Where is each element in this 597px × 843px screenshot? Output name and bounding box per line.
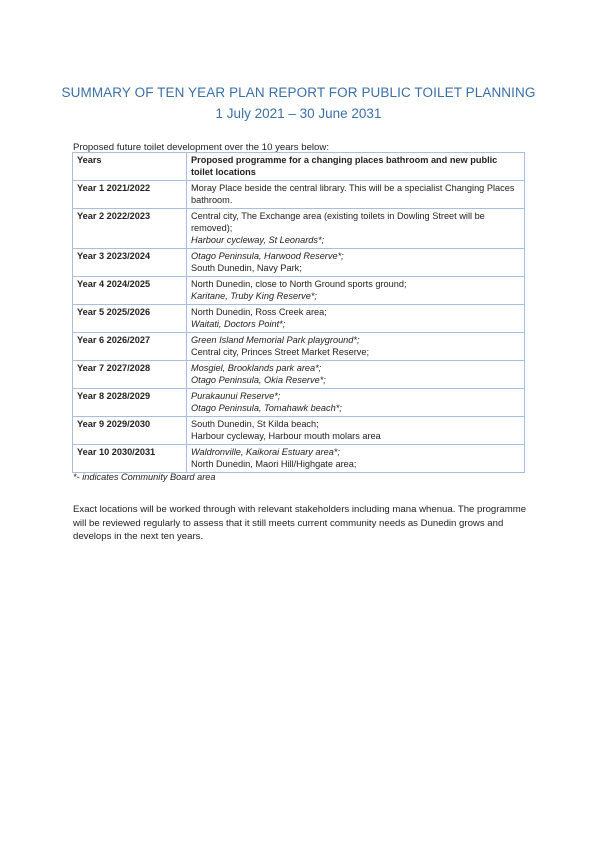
row-year: Year 3 2023/2024 xyxy=(73,249,187,277)
location-line: South Dunedin, Navy Park; xyxy=(191,263,302,273)
row-year: Year 6 2026/2027 xyxy=(73,333,187,361)
row-year: Year 9 2029/2030 xyxy=(73,417,187,445)
location-line: South Dunedin, St Kilda beach; xyxy=(191,419,319,429)
toilet-plan-table xyxy=(72,152,525,473)
row-year: Year 5 2025/2026 xyxy=(73,305,187,333)
row-locations xyxy=(187,361,525,389)
location-line: North Dunedin, Maori Hill/Highgate area; xyxy=(191,459,357,469)
location-line: Moray Place beside the central library. This will be a specialist Changing Places bathroom. xyxy=(191,183,515,205)
row-locations xyxy=(187,305,525,333)
document-title: SUMMARY OF TEN YEAR PLAN REPORT FOR PUBLIC TOILET PLANNING xyxy=(61,85,536,100)
table-row xyxy=(73,305,525,333)
footnote: *- indicates Community Board area xyxy=(73,472,216,482)
row-year: Year 10 2030/2031 xyxy=(73,445,187,473)
table-row xyxy=(73,277,525,305)
location-line: North Dunedin, close to North Ground sports ground; xyxy=(191,279,407,289)
table-row xyxy=(73,445,525,473)
row-year: Year 1 2021/2022 xyxy=(73,181,187,209)
table-row xyxy=(73,417,525,445)
location-line: Green Island Memorial Park playground*; xyxy=(191,335,360,345)
location-line: Otago Peninsula, Okia Reserve*; xyxy=(191,375,326,385)
location-line: Otago Peninsula, Tomahawk beach*; xyxy=(191,403,342,413)
row-locations xyxy=(187,181,525,209)
location-line: Harbour cycleway, St Leonards*; xyxy=(191,235,325,245)
table-row xyxy=(73,333,525,361)
table-row xyxy=(73,249,525,277)
row-year: Year 2 2022/2023 xyxy=(73,209,187,249)
table-row xyxy=(73,181,525,209)
row-locations xyxy=(187,277,525,305)
location-line: Waldronville, Kaikorai Estuary area*; xyxy=(191,447,340,457)
header-years: Years xyxy=(73,153,187,181)
table-body xyxy=(73,181,525,473)
header-programme: Proposed programme for a changing places bathroom and new public toilet locations xyxy=(187,153,525,181)
row-locations xyxy=(187,417,525,445)
table-row xyxy=(73,361,525,389)
row-locations xyxy=(187,333,525,361)
document-date-range: 1 July 2021 – 30 June 2031 xyxy=(215,106,382,121)
row-year: Year 8 2028/2029 xyxy=(73,389,187,417)
location-line: Central city, The Exchange area (existing toilets in Dowling Street will be removed); xyxy=(191,211,485,233)
row-year: Year 4 2024/2025 xyxy=(73,277,187,305)
location-line: Central city, Princes Street Market Reserve; xyxy=(191,347,370,357)
location-line: Otago Peninsula, Harwood Reserve*; xyxy=(191,251,344,261)
closing-paragraph: Exact locations will be worked through with relevant stakeholders including mana whenua. The programme will be reviewed regularly to assess that it still meets current community needs as Dunedin grows and develops in the next ten years. xyxy=(73,504,527,542)
location-line: North Dunedin, Ross Creek area; xyxy=(191,307,327,317)
location-line: Purakaunui Reserve*; xyxy=(191,391,281,401)
location-line: Mosgiel, Brooklands park area*; xyxy=(191,363,322,373)
intro-text: Proposed future toilet development over the 10 years below: xyxy=(73,142,329,153)
row-locations xyxy=(187,389,525,417)
table-row xyxy=(73,389,525,417)
location-line: Waitati, Doctors Point*; xyxy=(191,319,286,329)
table-header-row xyxy=(73,153,525,181)
location-line: Harbour cycleway, Harbour mouth molars area xyxy=(191,431,381,441)
location-line: Karitane, Truby King Reserve*; xyxy=(191,291,317,301)
row-locations xyxy=(187,209,525,249)
row-locations xyxy=(187,249,525,277)
row-locations xyxy=(187,445,525,473)
row-year: Year 7 2027/2028 xyxy=(73,361,187,389)
table-row xyxy=(73,209,525,249)
